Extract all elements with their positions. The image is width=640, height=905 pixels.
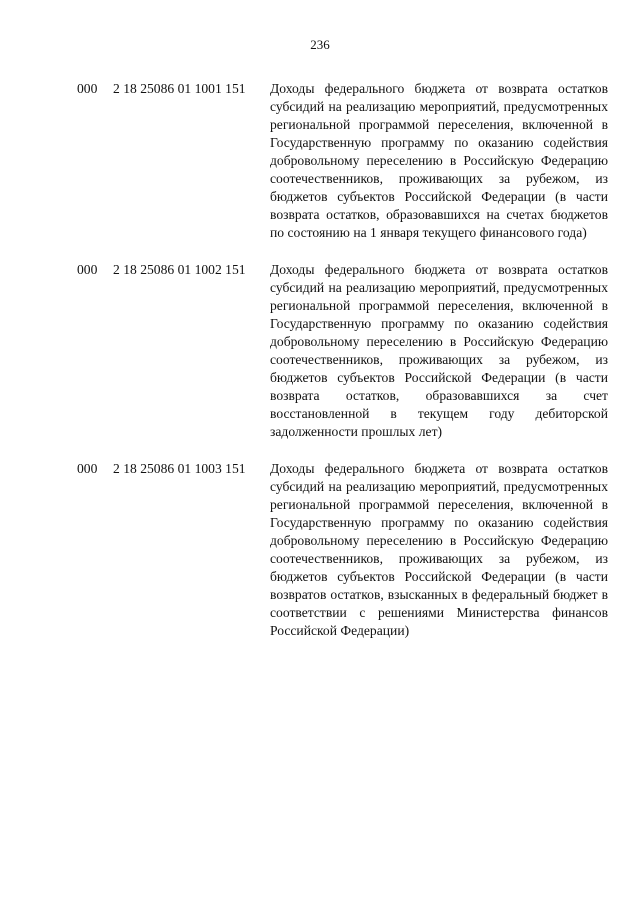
page-number: 236 xyxy=(310,37,330,52)
admin-code: 000 xyxy=(77,461,98,476)
income-description: Доходы федерального бюджета от возврата остатков субсидий на реализацию мероприятий, предусмотренных региональной программой переселения, включенной в Государственную программу по оказанию содействия добровольному переселению в Российскую Федерацию соотечественников, проживающих за рубежом, из бюджетов субъектов Российской Федерации (в части возврата остатков, образовавшихся за счет восстановленной в текущем году дебиторской задолженности прошлых лет) xyxy=(270,262,608,439)
income-description: Доходы федерального бюджета от возврата остатков субсидий на реализацию мероприятий, предусмотренных региональной программой переселения, включенной в Государственную программу по оказанию содействия добровольному переселению в Российскую Федерацию соотечественников, проживающих за рубежом, из бюджетов субъектов Российской Федерации (в части возвратов остатков, взысканных в федеральный бюджет в соответствии с решениями Министерства финансов Российской Федерации) xyxy=(270,461,608,638)
income-code: 2 18 25086 01 1001 151 xyxy=(113,81,246,96)
admin-code: 000 xyxy=(77,81,98,96)
table-row xyxy=(0,261,640,441)
income-codes-table xyxy=(0,80,640,659)
admin-code: 000 xyxy=(77,262,98,277)
table-row xyxy=(0,80,640,242)
table-row xyxy=(0,460,640,640)
income-description: Доходы федерального бюджета от возврата остатков субсидий на реализацию мероприятий, предусмотренных региональной программой переселения, включенной в Государственную программу по оказанию содействия добровольному переселению в Российскую Федерацию соотечественников, проживающих за рубежом, из бюджетов субъектов Российской Федерации (в части возврата остатков, образовавшихся на счетах бюджетов по состоянию на 1 января текущего финансового года) xyxy=(270,81,608,240)
income-code: 2 18 25086 01 1002 151 xyxy=(113,262,246,277)
income-code: 2 18 25086 01 1003 151 xyxy=(113,461,246,476)
